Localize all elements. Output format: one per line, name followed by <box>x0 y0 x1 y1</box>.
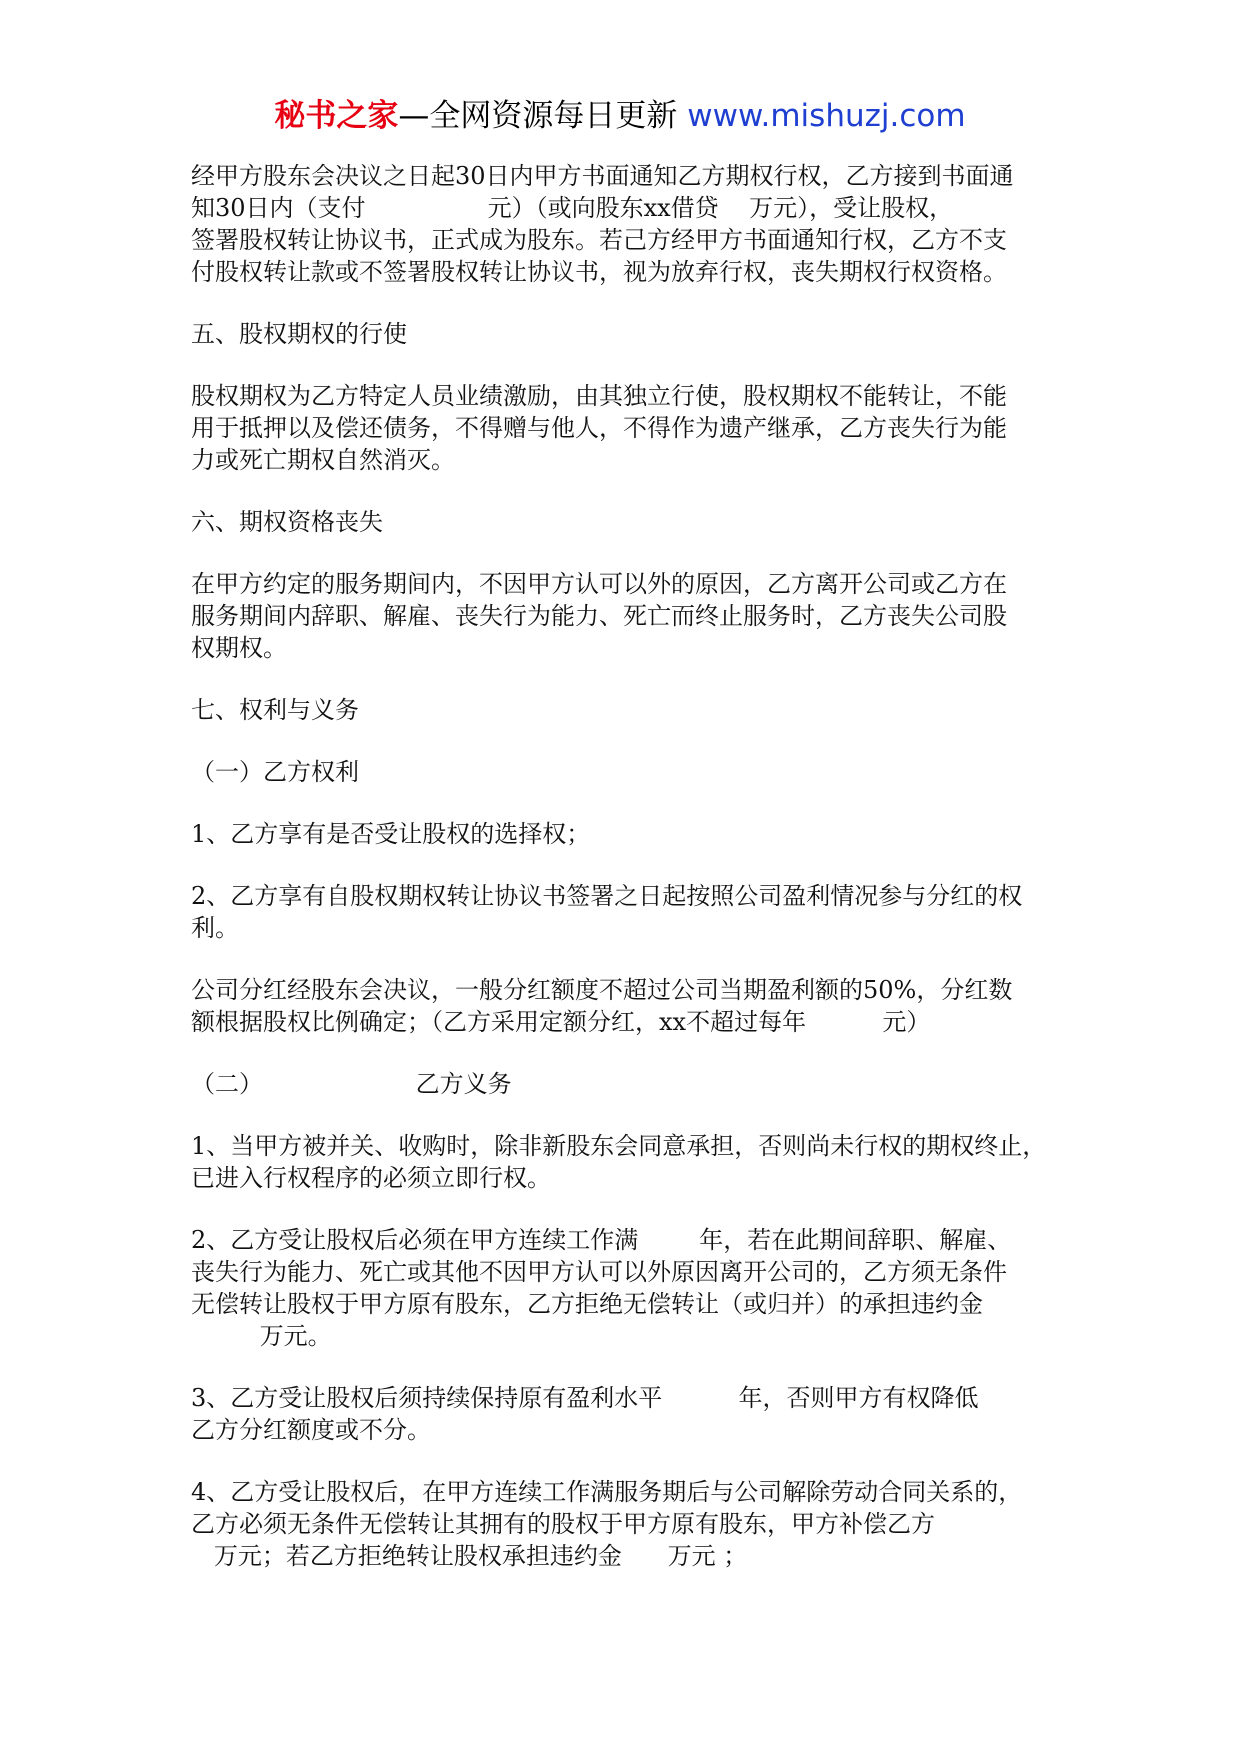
text-line: 丧失行为能力、死亡或其他不因甲方认可以外原因离开公司的，乙方须无条件 <box>191 1258 1007 1286</box>
paragraph-exercise-rules <box>191 380 1071 476</box>
section-heading-6 <box>191 506 1071 538</box>
text-line: 乙方分红额度或不分。 <box>191 1416 431 1444</box>
text-line: 已进入行权程序的必须立即行权。 <box>191 1164 551 1192</box>
text-line: 1、乙方享有是否受让股权的选择权； <box>191 820 591 848</box>
text-line: 签署股权转让协议书，正式成为股东。若己方经甲方书面通知行权，乙方不支 <box>191 226 1007 254</box>
obligations-item-2 <box>191 1224 1071 1352</box>
text-line: 2、乙方享有自股权期权转让协议书签署之日起按照公司盈利情况参与分红的权 <box>191 882 1023 910</box>
text-line: 股权期权为乙方特定人员业绩激励，由其独立行使，股权期权不能转让，不能 <box>191 382 1007 410</box>
text-line: 经甲方股东会决议之日起30日内甲方书面通知乙方期权行权，乙方接到书面通 <box>191 162 1014 190</box>
text-line: 无偿转让股权于甲方原有股东，乙方拒绝无偿转让（或归并）的承担违约金 <box>191 1290 983 1318</box>
obligations-item-3 <box>191 1382 1071 1446</box>
text-line: 4、乙方受让股权后，在甲方连续工作满服务期后与公司解除劳动合同关系的， <box>191 1478 1023 1506</box>
text-line: 在甲方约定的服务期间内，不因甲方认可以外的原因，乙方离开公司或乙方在 <box>191 570 1007 598</box>
paragraph-loss-of-qualification <box>191 568 1071 664</box>
text-line: 服务期间内辞职、解雇、丧失行为能力、死亡而终止服务时，乙方丧失公司股 <box>191 602 1007 630</box>
subheading-obligations <box>191 1068 1071 1100</box>
section-heading-5 <box>191 318 1071 350</box>
rights-item-1 <box>191 818 1071 850</box>
text-line: 力或死亡期权自然消灭。 <box>191 446 455 474</box>
text-line: 万元。 <box>191 1322 332 1350</box>
text-line: 2、乙方受让股权后必须在甲方连续工作满 年，若在此期间辞职、解雇、 <box>191 1226 1012 1254</box>
text-line: 利。 <box>191 914 239 942</box>
text-line: 3、乙方受让股权后须持续保持原有盈利水平 年，否则甲方有权降低 <box>191 1384 979 1412</box>
text-line: 权期权。 <box>191 634 287 662</box>
text-line: 额根据股权比例确定；（乙方采用定额分红，xx不超过每年 元） <box>191 1008 931 1036</box>
document-body <box>191 160 1071 1572</box>
subheading-rights <box>191 756 1071 788</box>
paragraph-dividends <box>191 974 1071 1038</box>
section-heading-7 <box>191 694 1071 726</box>
text-line: 知30日内（支付 元）（或向股东xx借贷 万元），受让股权， <box>191 194 954 222</box>
header-slogan: —全网资源每日更新 <box>398 98 688 134</box>
text-line: 1、当甲方被并关、收购时，除非新股东会同意承担，否则尚未行权的期权终止， <box>191 1132 1047 1160</box>
text-line: 乙方必须无条件无偿转让其拥有的股权于甲方原有股东，甲方补偿乙方 <box>191 1510 935 1538</box>
heading-text: 六、期权资格丧失 <box>191 508 383 536</box>
text-line: 公司分红经股东会决议，一般分红额度不超过公司当期盈利额的50%，分红数 <box>191 976 1013 1004</box>
heading-text: （一）乙方权利 <box>191 758 359 786</box>
paragraph-exercise-terms <box>191 160 1071 288</box>
rights-item-2 <box>191 880 1071 944</box>
obligations-item-1 <box>191 1130 1071 1194</box>
heading-text: 五、股权期权的行使 <box>191 320 407 348</box>
page-header <box>0 96 1240 136</box>
text-line: 万元；若乙方拒绝转让股权承担违约金 万元 ； <box>191 1542 748 1570</box>
brand-name: 秘书之家 <box>274 98 399 134</box>
text-line: 用于抵押以及偿还债务，不得赠与他人，不得作为遗产继承，乙方丧失行为能 <box>191 414 1007 442</box>
heading-text: 七、权利与义务 <box>191 696 359 724</box>
obligations-item-4 <box>191 1476 1071 1572</box>
site-url[interactable]: www.mishuzj.com <box>687 98 966 134</box>
heading-text: （二） 乙方义务 <box>191 1070 512 1098</box>
text-line: 付股权转让款或不签署股权转让协议书，视为放弃行权，丧失期权行权资格。 <box>191 258 1007 286</box>
